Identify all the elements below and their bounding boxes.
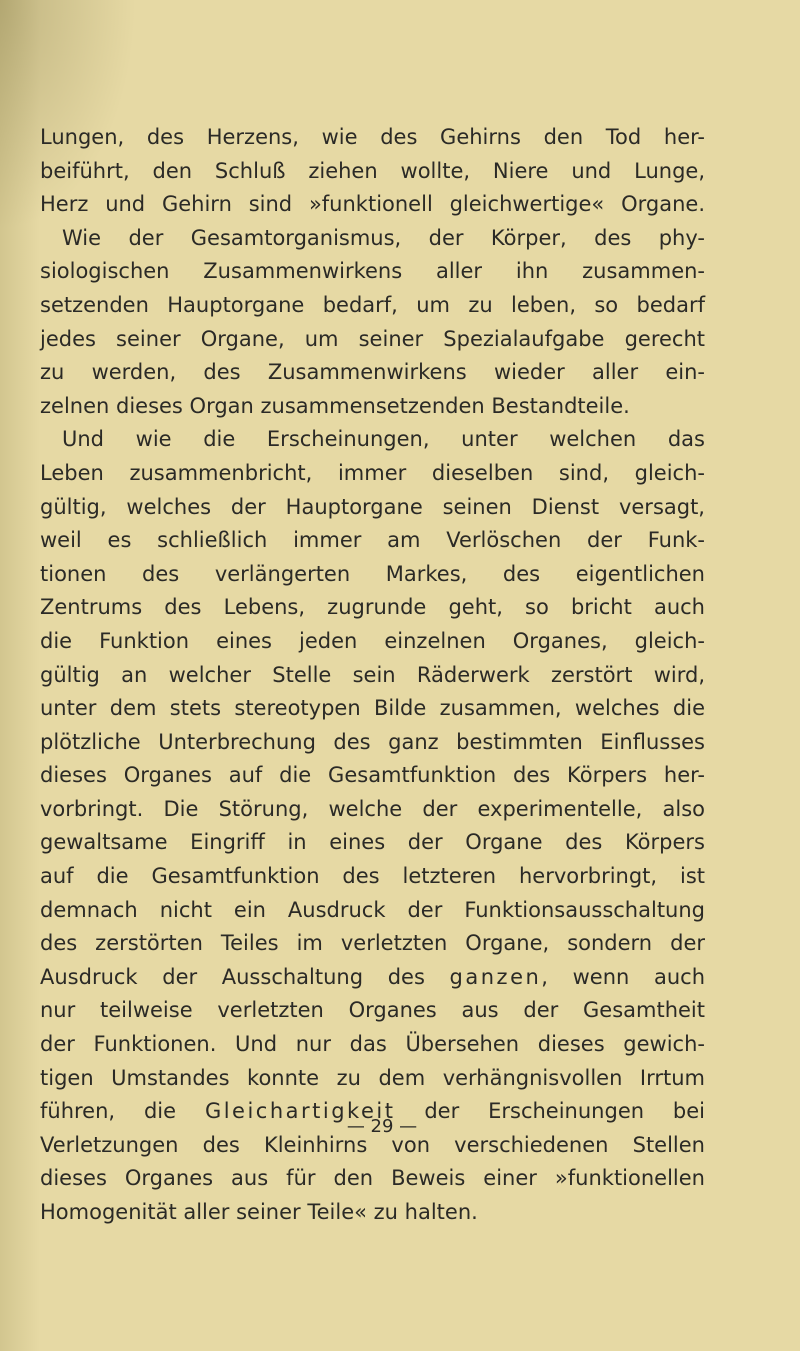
text-line-27: nur teilweise verletzten Organes aus der Gesamtheit — [40, 998, 705, 1023]
text-line-3: Herz und Gehirn sind »funktionell gleichwertige« Organe. — [40, 192, 705, 217]
text-line-19: plötzliche Unterbrechung des ganz bestimmten Einflusses — [40, 729, 705, 754]
text-line-14: tionen des verlängerten Markes, des eigentlichen — [40, 561, 705, 586]
text-line-33: Homogenität aller seiner Teile« zu halten. — [40, 1200, 478, 1224]
text-line-15: Zentrums des Lebens, zugrunde geht, so bricht auch — [40, 595, 705, 620]
text-line-8: zu werden, des Zusammenwirkens wieder aller ein- — [40, 360, 705, 385]
text-line-2: beiführt, den Schluß ziehen wollte, Niere und Lunge, — [40, 158, 705, 183]
text-line-22: gewaltsame Eingriff in eines der Organe des Körpers — [40, 830, 705, 855]
text-line-18: unter dem stets stereotypen Bilde zusammen, welches die — [40, 696, 705, 721]
text-line-30-pre: führen, die — [40, 1099, 205, 1124]
text-line-31: Verletzungen des Kleinhirns von verschiedenen Stellen — [40, 1132, 705, 1157]
body-text — [40, 121, 705, 1230]
text-line-17: gültig an welcher Stelle sein Räderwerk zerstört wird, — [40, 662, 705, 687]
text-line-16: die Funktion eines jeden einzelnen Organes, gleich- — [40, 628, 705, 653]
text-line-26 — [40, 961, 705, 995]
text-line-30-post: der Erscheinungen bei — [395, 1099, 706, 1124]
text-line-23: auf die Gesamtfunktion des letzteren hervorbringt, ist — [40, 864, 705, 889]
page-number: — 29 — — [346, 1116, 418, 1137]
text-line-20: dieses Organes auf die Gesamtfunktion des Körpers her- — [40, 763, 705, 788]
text-line-25: des zerstörten Teiles im verletzten Organe, sondern der — [40, 931, 705, 956]
text-line-24: demnach nicht ein Ausdruck der Funktionsausschaltung — [40, 897, 705, 922]
text-line-4: Wie der Gesamtorganismus, der Körper, des phy- — [62, 225, 705, 250]
text-line-13: weil es schließlich immer am Verlöschen der Funk- — [40, 528, 705, 553]
text-line-1: Lungen, des Herzens, wie des Gehirns den Tod her- — [40, 125, 705, 149]
text-line-28: der Funktionen. Und nur das Übersehen dieses gewich- — [40, 1032, 705, 1057]
text-line-32: dieses Organes aus für den Beweis einer »funktionellen — [40, 1166, 705, 1191]
text-line-26-pre: Ausdruck der Ausschaltung des — [40, 964, 450, 989]
text-line-26-post: , wenn auch — [541, 964, 705, 989]
text-line-10: Und wie die Erscheinungen, unter welchen das — [62, 427, 705, 452]
emphasized-word-gleichartigkeit: Gleichartigkeit — [204, 1099, 396, 1124]
text-line-21: vorbringt. Die Störung, welche der experimentelle, also — [40, 796, 705, 821]
text-line-5: siologischen Zusammenwirkens aller ihn zusammen- — [40, 259, 705, 284]
text-line-29: tigen Umstandes konnte zu dem verhängnisvollen Irrtum — [40, 1065, 705, 1090]
text-line-12: gültig, welches der Hauptorgane seinen Dienst versagt, — [40, 494, 705, 519]
text-line-6: setzenden Hauptorgane bedarf, um zu leben, so bedarf — [40, 292, 705, 317]
text-line-9: zelnen dieses Organ zusammensetzenden Bestandteile. — [40, 393, 630, 418]
text-line-7: jedes seiner Organe, um seiner Spezialaufgabe gerecht — [40, 326, 705, 351]
emphasized-word-ganzen: ganzen — [449, 964, 542, 989]
text-line-11: Leben zusammenbricht, immer dieselben sind, gleich- — [40, 460, 705, 485]
